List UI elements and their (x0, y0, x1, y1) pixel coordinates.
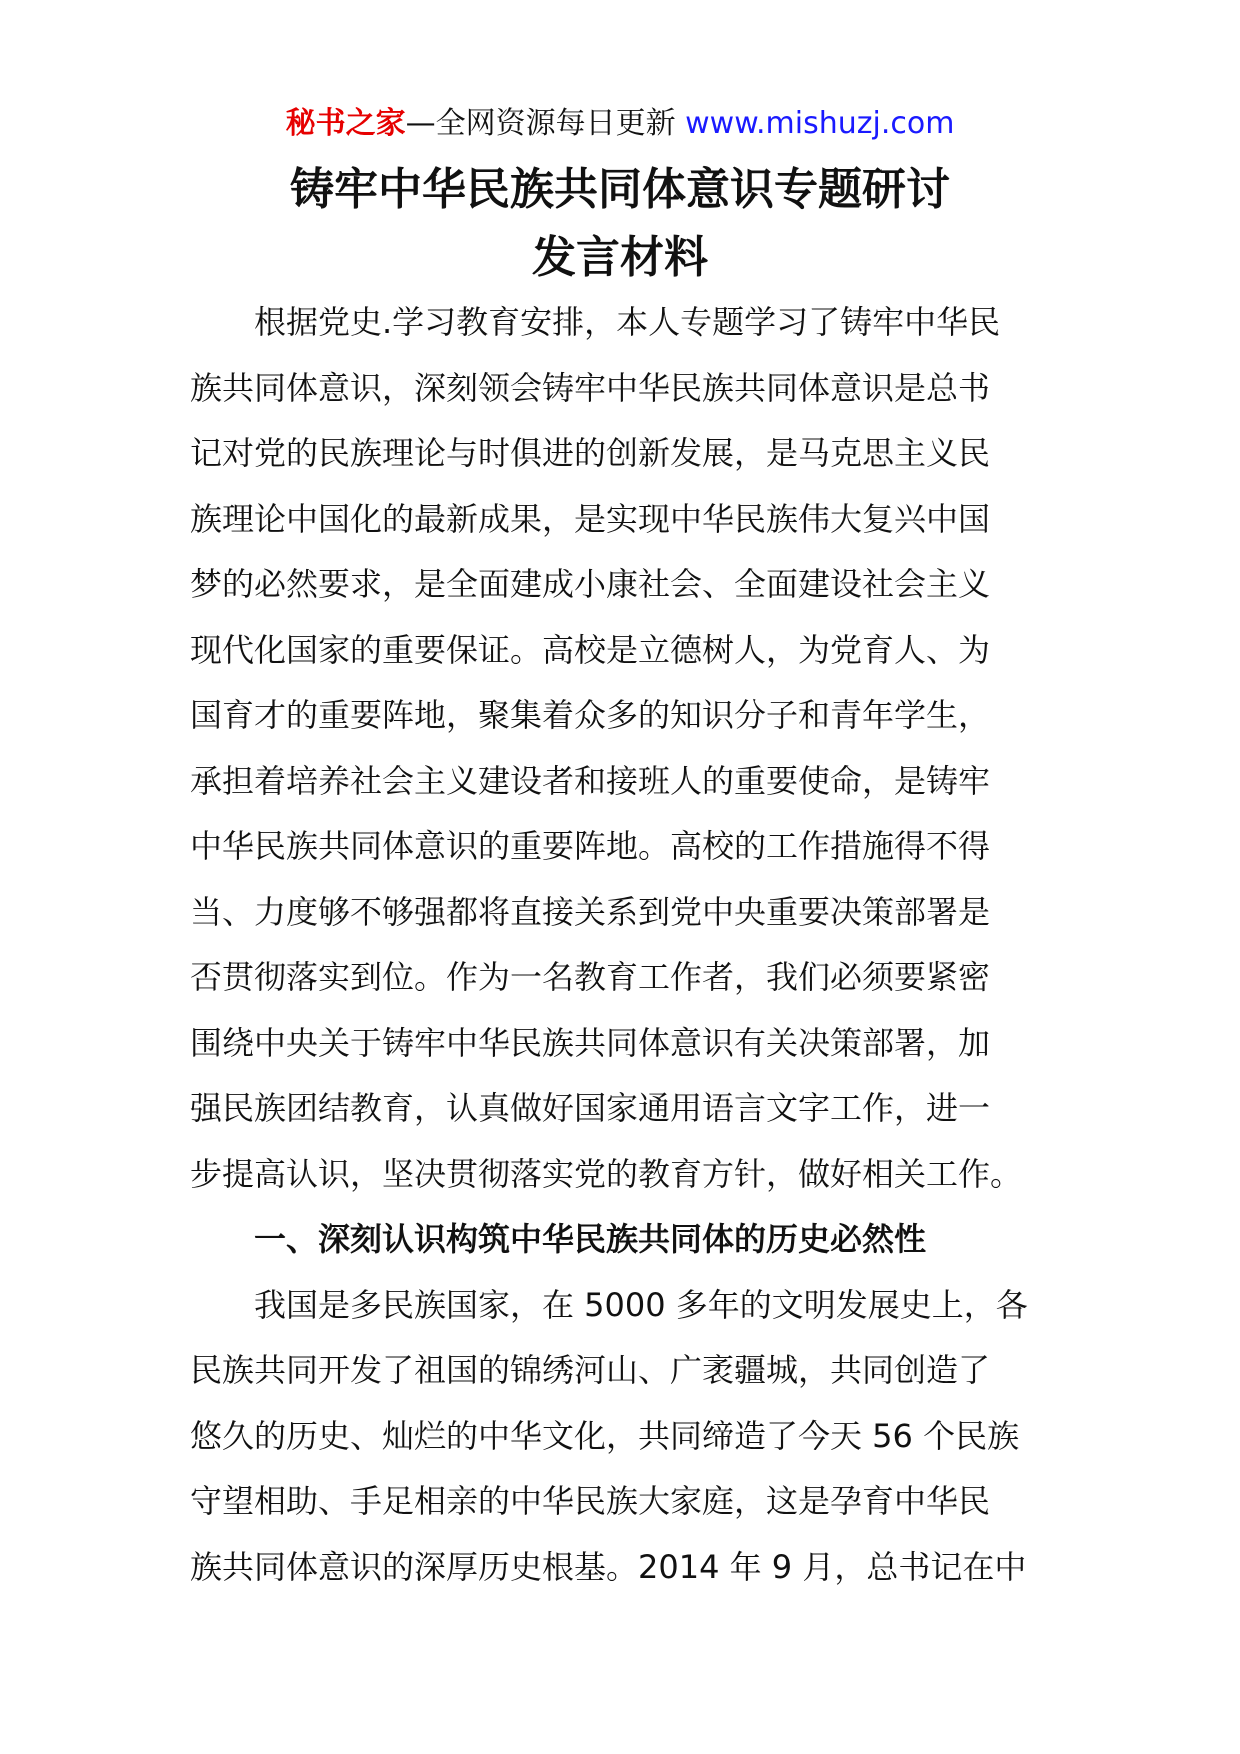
paragraph-1-line: 族理论中国化的最新成果，是实现中华民族伟大复兴中国 (190, 499, 991, 538)
paragraph-1-line: 根据党史.学习教育安排，本人专题学习了铸牢中华民 (254, 303, 1001, 341)
paragraph-2-line: 我国是多民族国家，在 5000 多年的文明发展史上，各 (254, 1285, 1028, 1324)
paragraph-1-line: 承担着培养社会主义建设者和接班人的重要使命，是铸牢 (190, 761, 991, 800)
paragraph-1-line: 围绕中央关于铸牢中华民族共同体意识有关决策部署，加 (190, 1023, 991, 1062)
paragraph-1-line: 强民族团结教育，认真做好国家通用语言文字工作，进一 (190, 1089, 991, 1127)
paragraph-2-line: 悠久的历史、灿烂的中华文化，共同缔造了今天 56 个民族 (190, 1416, 1020, 1455)
document-body (190, 290, 1070, 1600)
paragraph-1-line: 中华民族共同体意识的重要阵地。高校的工作措施得不得 (190, 827, 991, 865)
site-header (0, 104, 1240, 144)
paragraph-2-line: 守望相助、手足相亲的中华民族大家庭，这是孕育中华民 (190, 1482, 991, 1520)
document-title-line-2: 发言材料 (532, 232, 708, 283)
paragraph-2-line: 族共同体意识的深厚历史根基。2014 年 9 月，总书记在中 (190, 1547, 1027, 1586)
paragraph-1-line: 否贯彻落实到位。作为一名教育工作者，我们必须要紧密 (190, 958, 991, 996)
paragraph-2-line: 民族共同开发了祖国的锦绣河山、广袤疆城，共同创造了 (190, 1351, 991, 1389)
paragraph-1-line: 记对党的民族理论与时俱进的创新发展，是马克思主义民 (190, 434, 991, 472)
paragraph-1-line: 步提高认识，坚决贯彻落实党的教育方针，做好相关工作。 (190, 1154, 1023, 1193)
paragraph-1-line: 当、力度够不够强都将直接关系到党中央重要决策部署是 (190, 892, 991, 931)
paragraph-1-line: 梦的必然要求，是全面建成小康社会、全面建设社会主义 (190, 565, 991, 603)
paragraph-1-line: 国育才的重要阵地，聚集着众多的知识分子和青年学生， (190, 696, 991, 734)
paragraph-1-line: 现代化国家的重要保证。高校是立德树人，为党育人、为 (190, 630, 991, 669)
paragraph-1-line: 族共同体意识，深刻领会铸牢中华民族共同体意识是总书 (190, 368, 991, 407)
site-url-link[interactable]: www.mishuzj.com (685, 106, 955, 141)
section-1-heading: 一、深刻认识构筑中华民族共同体的历史必然性 (254, 1220, 927, 1258)
brand-name: 秘书之家 (285, 106, 406, 141)
header-tagline: —全网资源每日更新 (405, 106, 676, 141)
document-title-line-1: 铸牢中华民族共同体意识专题研讨 (290, 164, 950, 215)
